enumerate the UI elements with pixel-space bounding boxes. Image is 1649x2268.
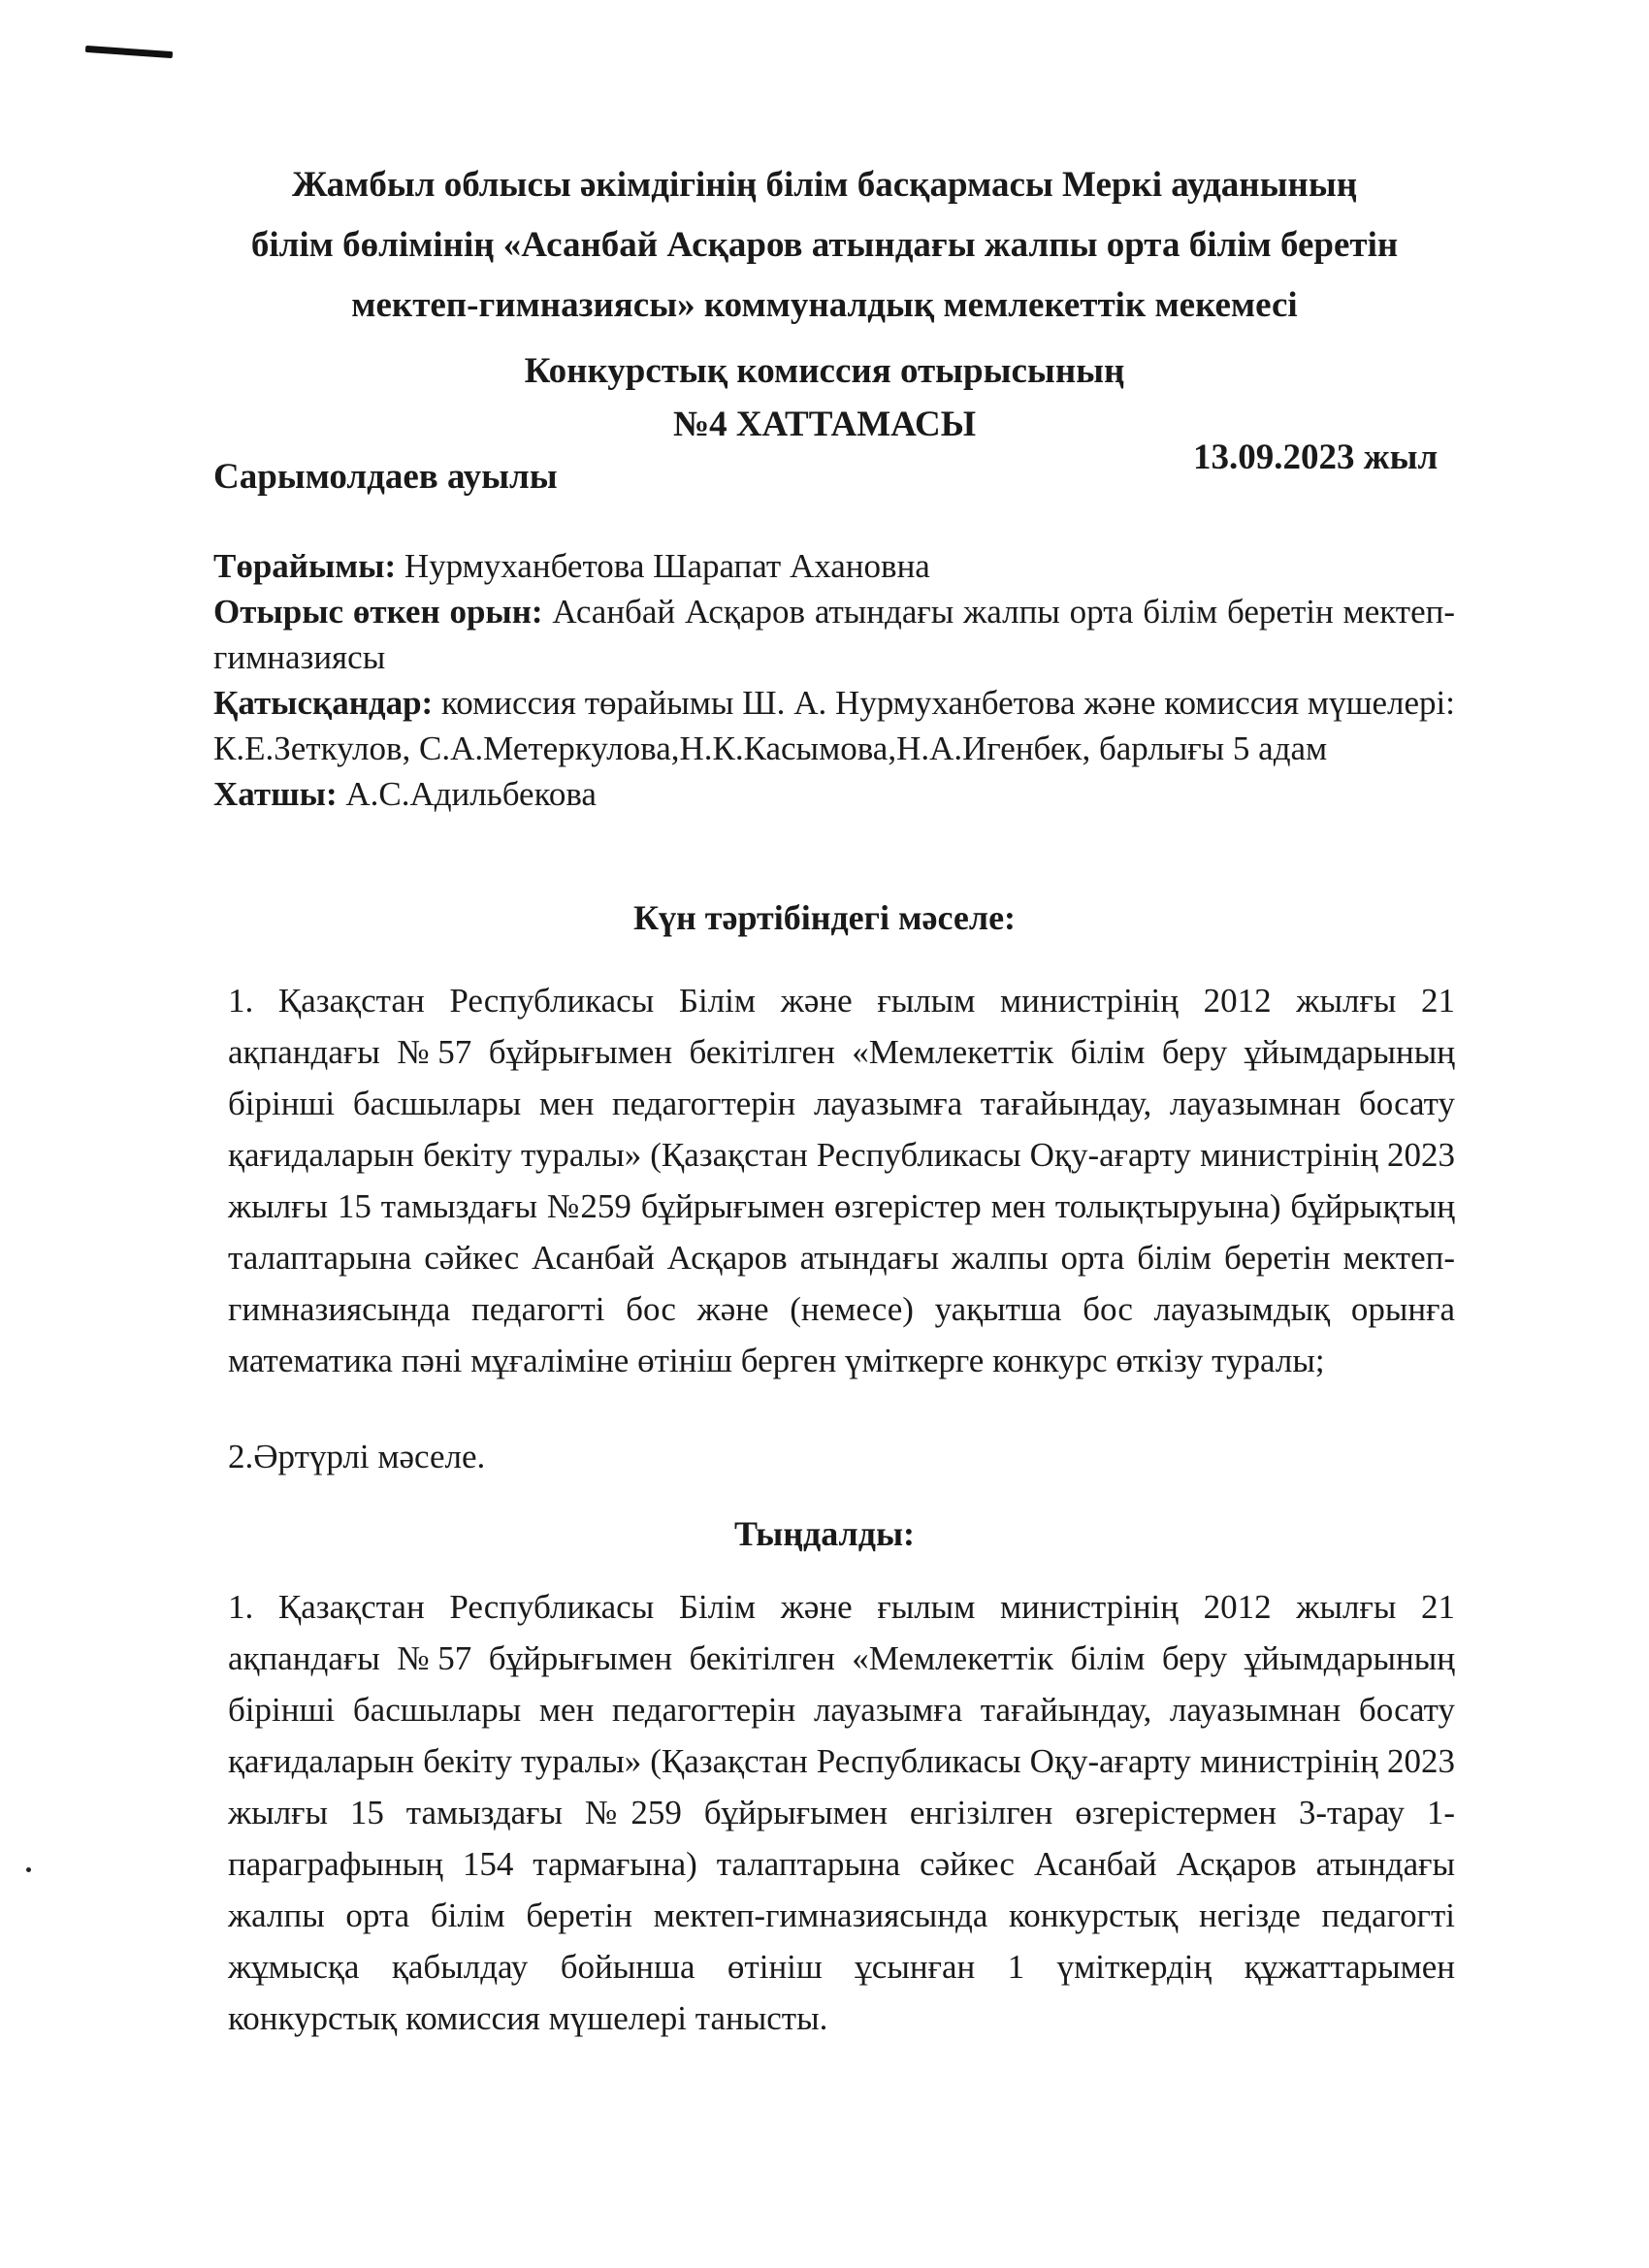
- chair-line: [213, 543, 1455, 589]
- protocol-date: 13.09.2023 жыл: [1193, 437, 1439, 477]
- heard-heading: Тыңдалды:: [733, 1514, 916, 1553]
- chair-label: Төрайымы:: [213, 547, 397, 585]
- venue-line: [213, 589, 1455, 680]
- participants-value: комиссия төрайымы Ш. А. Нурмуханбетова және комиссия мүшелері: К.Е.Зеткулов, С.А.Метеркулова,Н.К.Касымова,Н.А.Игенбек, барлығы 5 адам: [213, 684, 1455, 767]
- header-line-2: білім бөлімінің «Асанбай Асқаров атындағы жалпы орта білім беретін: [250, 225, 1399, 265]
- header-line-3: мектеп-гимназиясы» коммуналдық мемлекеттік мекемесі: [351, 285, 1298, 325]
- venue-label: Отырыс өткен орын:: [213, 593, 543, 631]
- protocol-place: Сарымолдаев ауылы: [213, 457, 558, 497]
- venue-value: Асанбай Асқаров атындағы жалпы орта білім беретін мектеп-гимназиясы: [213, 593, 1455, 676]
- secretary-value: А.С.Адильбекова: [337, 775, 597, 813]
- protocol-title-line-1: Конкурстық комиссия отырысының: [524, 351, 1125, 391]
- agenda-heading: Күн тәртібіндегі мәселе:: [632, 898, 1017, 937]
- header-line-1: Жамбыл облысы әкімдігінің білім басқармасы Меркі ауданының: [291, 165, 1358, 205]
- heard-item-1: 1. Қазақстан Республикасы Білім және ғылым министрінің 2012 жылғы 21 ақпандағы №57 бұйрығымен бекітілген «Мемлекеттік білім беру ұйымдарының бірінші басшылары мен педагогтерін лауазымға тағайындау, лауазымнан босату қағидаларын бекіту туралы» (Қазақстан Республикасы Оқу-ағарту министрінің 2023 жылғы 15 тамыздағы №259 бұйрығымен енгізілген өзгерістермен 3-тарау 1-параграфының 154 тармағына) талаптарына сәйкес Асанбай Асқаров атындағы жалпы орта білім беретін мектеп-гимназиясында конкурстық негізде педагогті жұмысқа қабылдау бойынша өтініш ұсынған 1 үміткердің құжаттарымен конкурстық комиссия мүшелері танысты.: [228, 1588, 1455, 2037]
- protocol-title: [369, 344, 1280, 451]
- meeting-info: [213, 543, 1455, 817]
- agenda-item-1: 1. Қазақстан Республикасы Білім және ғылым министрінің 2012 жылғы 21 ақпандағы №57 бұйрығымен бекітілген «Мемлекеттік білім беру ұйымдарының бірінші басшылары мен педагогтерін лауазымға тағайындау, лауазымнан босату қағидаларын бекіту туралы» (Қазақстан Республикасы Оқу-ағарту министрінің 2023 жылғы 15 тамыздағы №259 бұйрығымен өзгерістер мен толықтыруына) бұйрықтың талаптарына сәйкес Асанбай Асқаров атындағы жалпы орта білім беретін мектеп-гимназиясында педагогті бос және (немесе) уақытша бос лауазымдық орынға математика пәні мұғаліміне өтініш берген үміткерге конкурс өткізу туралы;: [228, 982, 1455, 1379]
- scan-dot: [26, 1867, 31, 1872]
- protocol-title-line-2: №4 ХАТТАМАСЫ: [672, 405, 977, 444]
- organization-header: [175, 155, 1474, 336]
- secretary-line: [213, 771, 1455, 817]
- agenda-item-2: 2.Әртүрлі мәселе.: [228, 1438, 486, 1475]
- participants-line: [213, 680, 1455, 771]
- secretary-label: Хатшы:: [213, 775, 338, 813]
- participants-label: Қатысқандар:: [213, 684, 434, 722]
- chair-value: Нурмуханбетова Шарапат Ахановна: [396, 547, 930, 585]
- scan-pen-mark: [85, 46, 173, 58]
